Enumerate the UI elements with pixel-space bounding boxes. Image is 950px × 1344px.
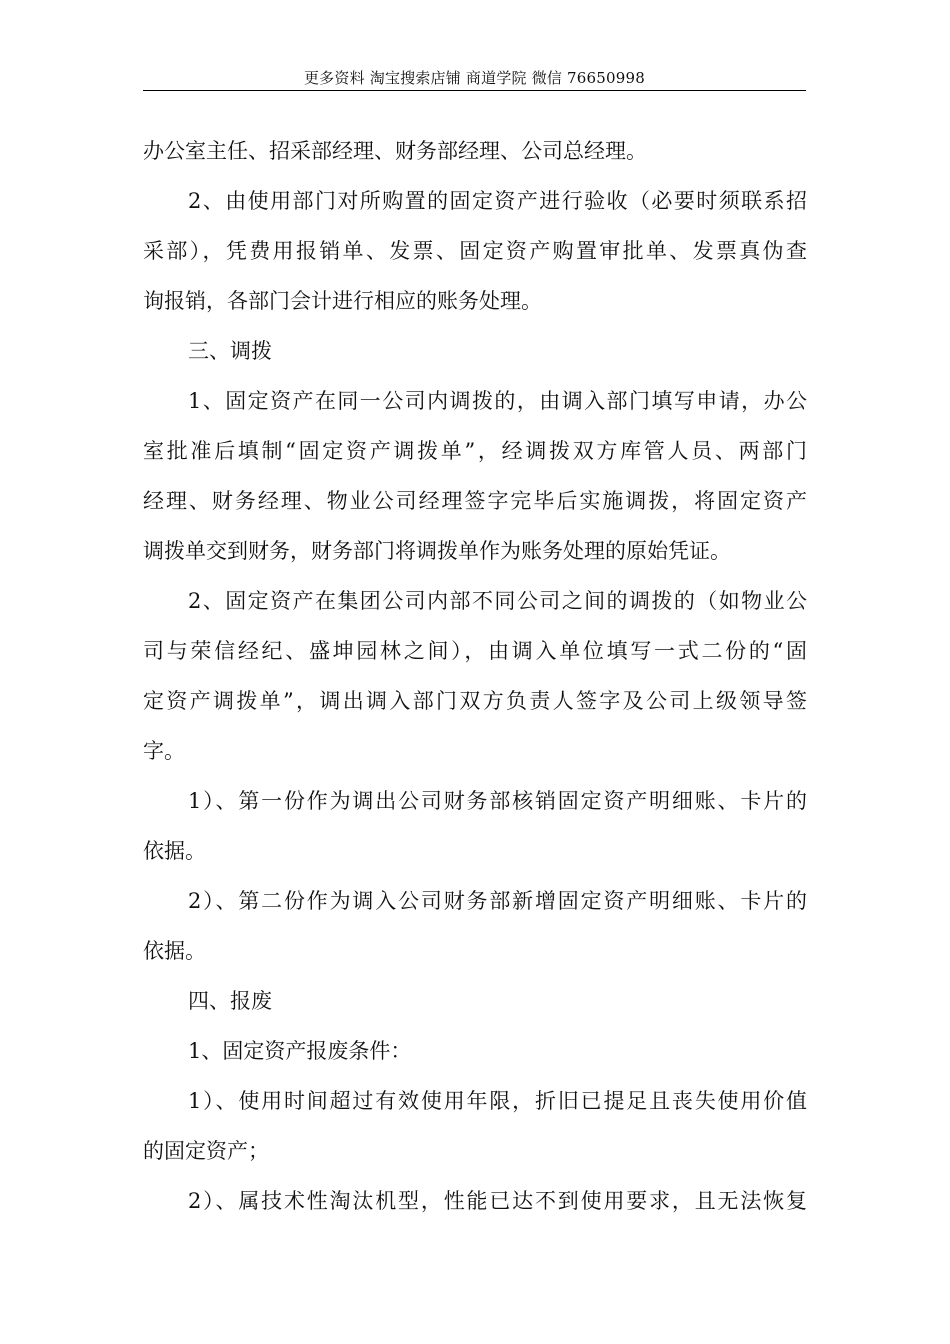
text-line: 办公室主任、招采部经理、财务部经理、公司总经理。: [143, 139, 647, 163]
page-header: 更多资料 淘宝搜索店铺 商道学院 微信 76650998: [143, 66, 806, 91]
text-line: 1）、第一份作为调出公司财务部核销固定资产明细账、卡片的: [188, 789, 807, 813]
text-line: 询报销，各部门会计进行相应的账务处理。: [143, 289, 542, 313]
text-line: 定资产调拨单”，调出调入部门双方负责人签字及公司上级领导签: [143, 689, 807, 713]
text-line: 字。: [143, 739, 185, 763]
text-line: 经理、财务经理、物业公司经理签字完毕后实施调拨，将固定资产: [143, 489, 807, 513]
text-line: 1）、使用时间超过有效使用年限，折旧已提足且丧失使用价值: [188, 1089, 807, 1113]
text-line: 依据。: [143, 839, 206, 863]
section-heading: 三、调拨: [188, 339, 272, 363]
text-line: 2）、第二份作为调入公司财务部新增固定资产明细账、卡片的: [188, 889, 807, 913]
text-line: 1、固定资产报废条件：: [188, 1039, 412, 1063]
text-line: 1、固定资产在同一公司内调拨的，由调入部门填写申请，办公: [188, 389, 807, 413]
text-line: 室批准后填制“固定资产调拨单”，经调拨双方库管人员、两部门: [143, 439, 807, 463]
text-line: 司与荣信经纪、盛坤园林之间），由调入单位填写一式二份的“固: [143, 639, 807, 663]
section-heading: 四、报废: [188, 989, 272, 1013]
text-line: 依据。: [143, 939, 206, 963]
text-line: 2、由使用部门对所购置的固定资产进行验收（必要时须联系招: [188, 189, 807, 213]
text-line: 2）、属技术性淘汰机型，性能已达不到使用要求，且无法恢复: [188, 1189, 807, 1213]
text-line: 采部），凭费用报销单、发票、固定资产购置审批单、发票真伪查: [143, 239, 807, 263]
text-line: 的固定资产；: [143, 1139, 269, 1163]
text-line: 2、固定资产在集团公司内部不同公司之间的调拨的（如物业公: [188, 589, 807, 613]
text-line: 调拨单交到财务，财务部门将调拨单作为账务处理的原始凭证。: [143, 539, 731, 563]
